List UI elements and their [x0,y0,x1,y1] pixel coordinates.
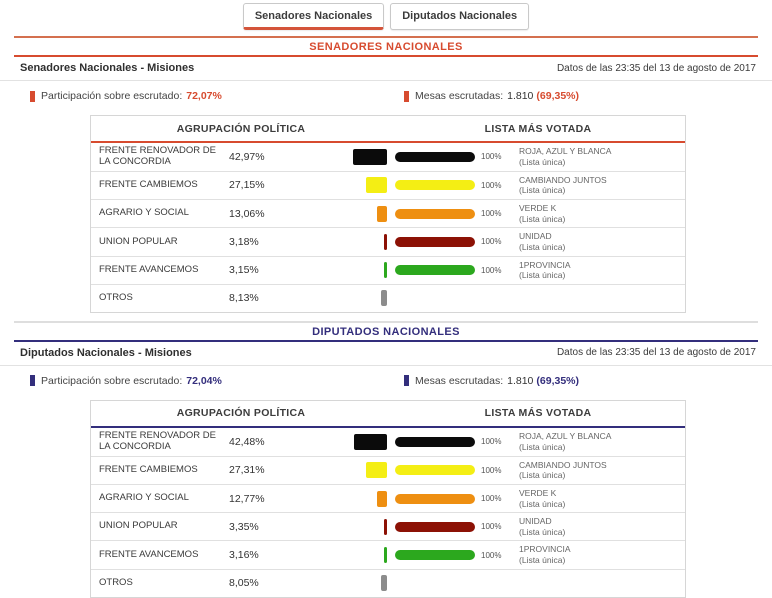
table-row [91,570,685,597]
list-percent: 100% [481,209,502,219]
list-note: (Lista única) [519,498,566,509]
list-note: (Lista única) [519,213,566,224]
list-cell [519,488,685,509]
table-row [91,513,685,541]
stat-bullet-icon [404,375,409,386]
party-name: OTROS [99,291,133,303]
mesas-stat [404,89,772,103]
list-note: (Lista única) [519,441,566,452]
list-cell [519,260,685,281]
party-percent: 8,05% [229,577,259,590]
list-vote-bar [395,522,475,532]
party-share-bar [381,575,387,591]
party-share-bar [366,177,387,193]
list-name: 1PROVINCIA [519,259,571,270]
party-share-bar [381,290,387,306]
mesas-percent: (69,35%) [536,374,580,387]
column-header-lista: LISTA MÁS VOTADA [484,407,592,420]
list-note: (Lista única) [519,470,566,481]
list-vote-bar [395,209,475,219]
list-name: CAMBIANDO JUNTOS [519,174,607,185]
section-subtitle: Diputados Nacionales - Misiones [20,346,192,359]
table-row [91,428,685,457]
tab-diputados-nacionales[interactable]: Diputados Nacionales [390,3,529,30]
list-vote-bar [395,237,475,247]
party-name: FRENTE AVANCEMOS [99,548,199,560]
party-share-cell [307,177,387,193]
party-name: FRENTE CAMBIEMOS [99,463,198,475]
party-share-cell [307,234,387,250]
results-table-header [91,116,685,143]
party-percent: 42,48% [229,435,265,448]
list-cell [519,231,685,252]
list-cell [519,203,685,224]
section-diputados [0,321,772,598]
list-percent: 100% [481,465,502,475]
list-cell [519,516,685,537]
table-row [91,541,685,569]
table-row [91,457,685,485]
list-percent: 100% [481,550,502,560]
party-name: FRENTE RENOVADOR DE LA CONCORDIA [99,429,217,452]
participation-label: Participación sobre escrutado: [41,90,183,102]
party-percent: 3,18% [229,235,259,248]
party-percent: 3,15% [229,264,259,277]
list-note: (Lista única) [519,241,566,252]
party-share-bar [377,491,387,507]
list-percent: 100% [481,237,502,247]
list-cell [519,175,685,196]
list-name: UNIDAD [519,516,552,527]
party-share-cell [307,434,387,450]
party-share-bar [353,149,387,165]
data-timestamp: Datos de las 23:35 del 13 de agosto de 2017 [556,347,756,359]
mesas-label: Mesas escrutadas: [415,374,504,387]
party-percent: 12,77% [229,492,265,505]
column-header-agrupacion: AGRUPACIÓN POLÍTICA [176,407,306,420]
party-share-cell [307,462,387,478]
participation-value: 72,04% [186,374,222,387]
list-cell [519,431,685,452]
results-tabs [0,0,772,30]
section-senadores [0,36,772,313]
list-name: VERDE K [519,487,557,498]
list-vote-bar [395,180,475,190]
party-percent: 27,31% [229,464,265,477]
party-share-bar [377,206,387,222]
table-row [91,257,685,285]
party-percent: 27,15% [229,179,265,192]
list-name: VERDE K [519,203,557,214]
list-bar-cell [387,209,475,219]
list-bar-cell [387,494,475,504]
party-name: UNION POPULAR [99,235,178,247]
list-percent: 100% [481,437,502,447]
mesas-count: 1.810 [507,90,534,102]
participation-label: Participación sobre escrutado: [41,374,183,387]
list-note: (Lista única) [519,156,566,167]
participation-value: 72,07% [186,90,222,102]
participation-stat [30,374,222,388]
results-table-body [91,428,685,597]
column-header-agrupacion: AGRUPACIÓN POLÍTICA [176,122,306,135]
party-percent: 3,35% [229,520,259,533]
list-bar-cell [387,437,475,447]
party-share-cell [307,547,387,563]
list-bar-cell [387,265,475,275]
list-name: ROJA, AZUL Y BLANCA [519,431,612,442]
list-bar-cell [387,465,475,475]
section-banner: DIPUTADOS NACIONALES [312,325,460,338]
stat-bullet-icon [30,375,35,386]
list-vote-bar [395,265,475,275]
list-cell [519,544,685,565]
list-percent: 100% [481,494,502,504]
party-share-cell [307,149,387,165]
party-percent: 13,06% [229,207,265,220]
party-share-bar [354,434,387,450]
list-vote-bar [395,550,475,560]
party-percent: 8,13% [229,292,259,305]
list-note: (Lista única) [519,555,566,566]
table-row [91,285,685,312]
column-header-lista: LISTA MÁS VOTADA [484,122,592,135]
party-name: AGRARIO Y SOCIAL [99,207,189,219]
list-bar-cell [387,550,475,560]
list-name: CAMBIANDO JUNTOS [519,459,607,470]
data-timestamp: Datos de las 23:35 del 13 de agosto de 2017 [556,62,756,74]
list-percent: 100% [481,180,502,190]
party-share-cell [307,491,387,507]
list-note: (Lista única) [519,526,566,537]
mesas-label: Mesas escrutadas: [415,90,504,102]
stat-bullet-icon [30,91,35,102]
party-share-cell [307,290,387,306]
list-name: 1PROVINCIA [519,544,571,555]
list-bar-cell [387,522,475,532]
list-name: ROJA, AZUL Y BLANCA [519,146,612,157]
table-row [91,172,685,200]
list-vote-bar [395,437,475,447]
party-share-cell [307,206,387,222]
list-name: UNIDAD [519,231,552,242]
party-percent: 3,16% [229,549,259,562]
list-bar-cell [387,237,475,247]
party-name: FRENTE CAMBIEMOS [99,179,198,190]
list-bar-cell [387,180,475,190]
list-percent: 100% [481,152,502,162]
party-percent: 42,97% [229,150,265,163]
list-vote-bar [395,152,475,162]
stat-bullet-icon [404,91,409,102]
party-name: FRENTE AVANCEMOS [99,263,199,275]
table-row [91,485,685,513]
list-percent: 100% [481,265,502,275]
list-percent: 100% [481,522,502,532]
table-row [91,200,685,228]
section-banner: SENADORES NACIONALES [309,41,463,53]
results-table [90,400,686,598]
participation-stat [30,89,222,103]
party-name: FRENTE RENOVADOR DE LA CONCORDIA [99,145,217,167]
list-note: (Lista única) [519,185,566,196]
list-cell [519,460,685,481]
list-cell [519,146,685,167]
results-table-body [91,143,685,312]
list-vote-bar [395,494,475,504]
list-note: (Lista única) [519,270,566,281]
party-name: AGRARIO Y SOCIAL [99,492,189,504]
results-table-header [91,401,685,428]
party-name: OTROS [99,576,133,588]
mesas-percent: (69,35%) [536,90,580,102]
results-table [90,115,686,313]
table-row [91,228,685,256]
party-name: UNION POPULAR [99,520,178,532]
party-share-cell [307,519,387,535]
section-subtitle: Senadores Nacionales - Misiones [20,62,195,74]
mesas-count: 1.810 [507,374,534,387]
table-row [91,143,685,172]
tab-senadores-nacionales[interactable]: Senadores Nacionales [243,3,384,30]
list-vote-bar [395,465,475,475]
party-share-cell [307,575,387,591]
list-bar-cell [387,152,475,162]
mesas-stat [404,374,772,388]
party-share-cell [307,262,387,278]
party-share-bar [366,462,387,478]
